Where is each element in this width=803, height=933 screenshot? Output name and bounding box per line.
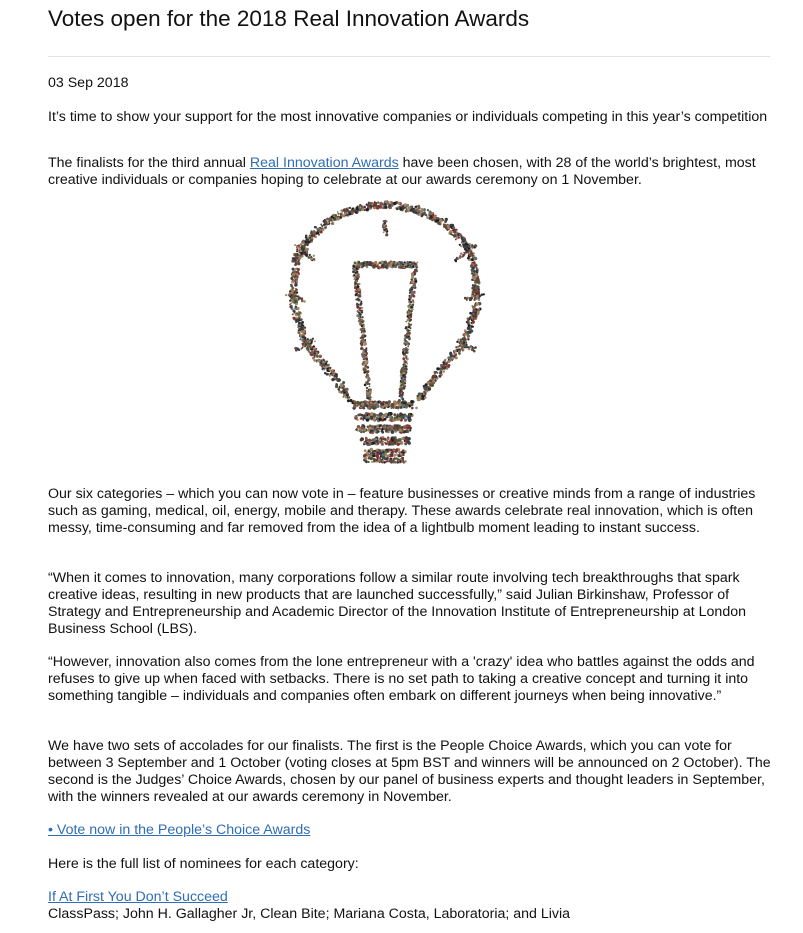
paragraph-finalists: [48, 155, 778, 189]
category-heading: [48, 889, 778, 906]
lightbulb-image: [255, 195, 515, 470]
category-if-at-first-link[interactable]: If At First You Don’t Succeed: [48, 889, 228, 905]
paragraph-categories: Our six categories – which you can now vote in – feature businesses or creative minds from a range of industries such as gaming, medical, oil, energy, mobile and therapy. These awards celebrate real innovation, which is often messy, time-consuming and far removed from the idea of a lightbulb moment leading to instant success.: [48, 486, 756, 536]
paragraph-text: The finalists for the third annual: [48, 155, 250, 171]
vote-peoples-choice-link[interactable]: • Vote now in the People’s Choice Awards: [48, 822, 311, 838]
paragraph-quote-1: “When it comes to innovation, many corporations follow a similar route involving tech breakthroughs that spark creative ideas, resulting in new products that are launched successfully,” said Julian Birkinshaw, Professor of Strategy and Entrepreneurship and Academic Director of the Innovation Institute of Entrepreneurship at London Business School (LBS).: [48, 570, 746, 637]
title-divider: [48, 56, 770, 57]
page-title: Votes open for the 2018 Real Innovation Awards: [48, 6, 530, 31]
article-date: 03 Sep 2018: [48, 75, 129, 91]
lightbulb-made-of-people-icon: [255, 195, 515, 470]
intro-paragraph: It’s time to show your support for the most innovative companies or individuals competing in this year’s competition: [48, 109, 768, 125]
nominees-intro: Here is the full list of nominees for each category:: [48, 856, 359, 872]
paragraph-text: have been chosen, with 28 of the world’s brightest, most creative individuals or companies hoping to celebrate at our awards ceremony on 1 November.: [48, 155, 756, 188]
paragraph-quote-2: “However, innovation also comes from the lone entrepreneur with a 'crazy' idea who battles against the odds and refuses to give up when faced with setbacks. There is no set path to taking a creative concept and turning it into something tangible – individuals and companies often embark on different journeys when being innovative.”: [48, 654, 755, 704]
paragraph-accolades: We have two sets of accolades for our finalists. The first is the People Choice Awards, which you can vote for between 3 September and 1 October (voting closes at 5pm BST and winners will be announced on 2 October). The second is the Judges’ Choice Awards, chosen by our panel of business experts and thought leaders in September, with the winners revealed at our awards ceremony in November.: [48, 738, 771, 805]
real-innovation-awards-link[interactable]: Real Innovation Awards: [249, 155, 399, 171]
category-nominees: ClassPass; John H. Gallagher Jr, Clean Bite; Mariana Costa, Laboratoria; and Livia: [48, 906, 571, 922]
vote-link-paragraph: [48, 822, 778, 839]
